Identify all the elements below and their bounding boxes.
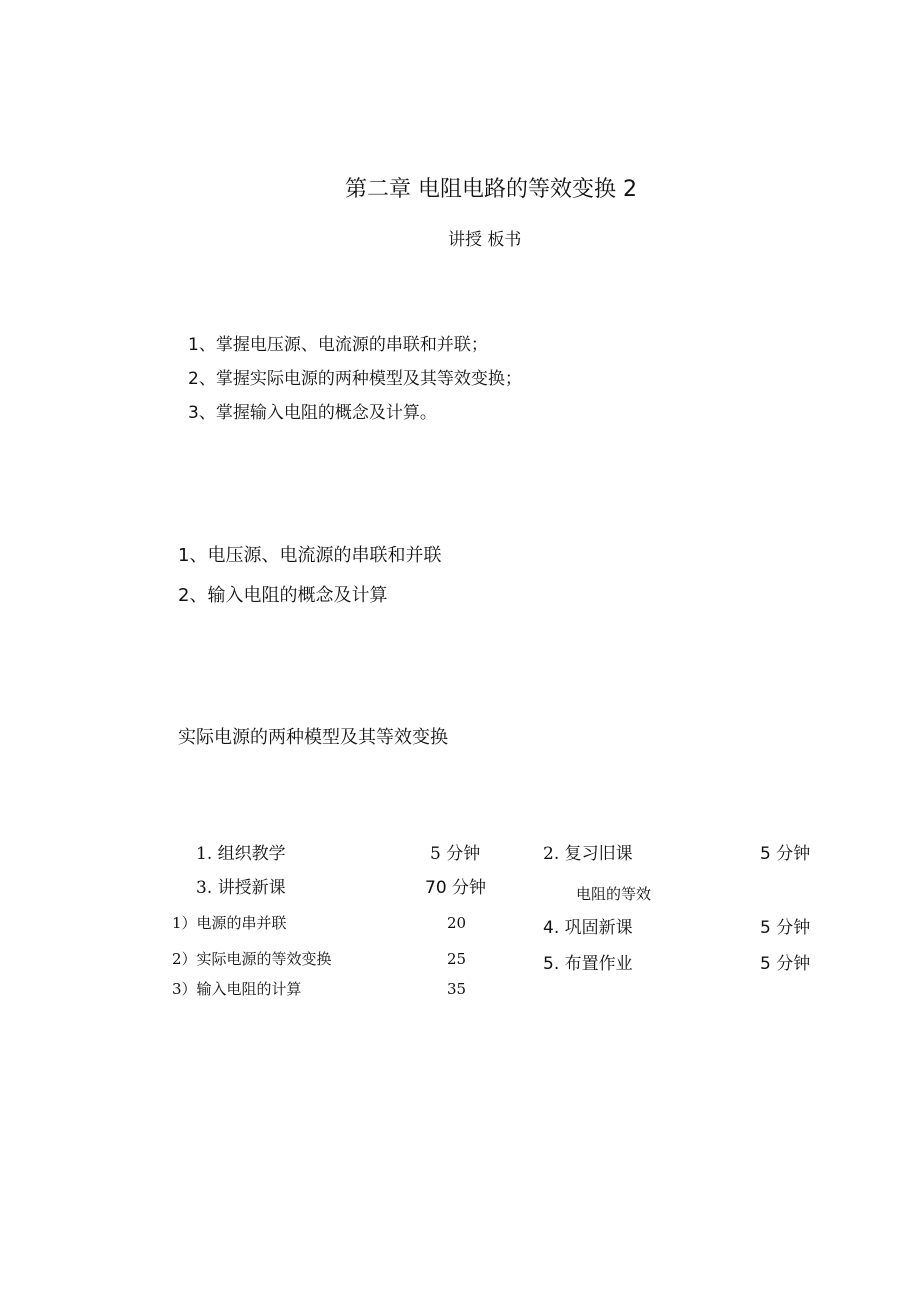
schedule-label: 4. 巩固新课 <box>543 918 633 938</box>
sub-topic-label: 3）输入电阻的计算 <box>172 980 302 998</box>
schedule-label: 3. 讲授新课 <box>196 878 286 898</box>
review-topic: 电阻的等效 <box>576 885 652 903</box>
objective-item: 1、掌握电压源、电流源的串联和并联； <box>188 335 488 355</box>
schedule-time: 70 分钟 <box>425 878 487 898</box>
schedule-time: 5 分钟 <box>760 954 811 974</box>
sub-topic-time: 35 <box>447 980 467 998</box>
page-title: 第二章 电阻电路的等效变换 2 <box>345 177 637 202</box>
schedule-time: 5 分钟 <box>760 918 811 938</box>
difficult-point: 实际电源的两种模型及其等效变换 <box>178 727 448 748</box>
schedule-label: 5. 布置作业 <box>543 954 633 974</box>
key-point-item: 2、输入电阻的概念及计算 <box>178 585 388 606</box>
key-point-item: 1、电压源、电流源的串联和并联 <box>178 545 442 566</box>
sub-topic-time: 20 <box>447 914 467 932</box>
objective-item: 2、掌握实际电源的两种模型及其等效变换； <box>188 369 522 389</box>
objective-item: 3、掌握输入电阻的概念及计算。 <box>188 403 437 423</box>
schedule-time: 5 分钟 <box>430 844 481 864</box>
schedule-time: 5 分钟 <box>760 844 811 864</box>
sub-topic-label: 1）电源的串并联 <box>172 914 287 932</box>
schedule-label: 2. 复习旧课 <box>543 844 633 864</box>
teaching-methods: 讲授 板书 <box>448 230 522 250</box>
schedule-label: 1. 组织教学 <box>196 844 286 864</box>
sub-topic-label: 2）实际电源的等效变换 <box>172 950 332 968</box>
sub-topic-time: 25 <box>447 950 467 968</box>
